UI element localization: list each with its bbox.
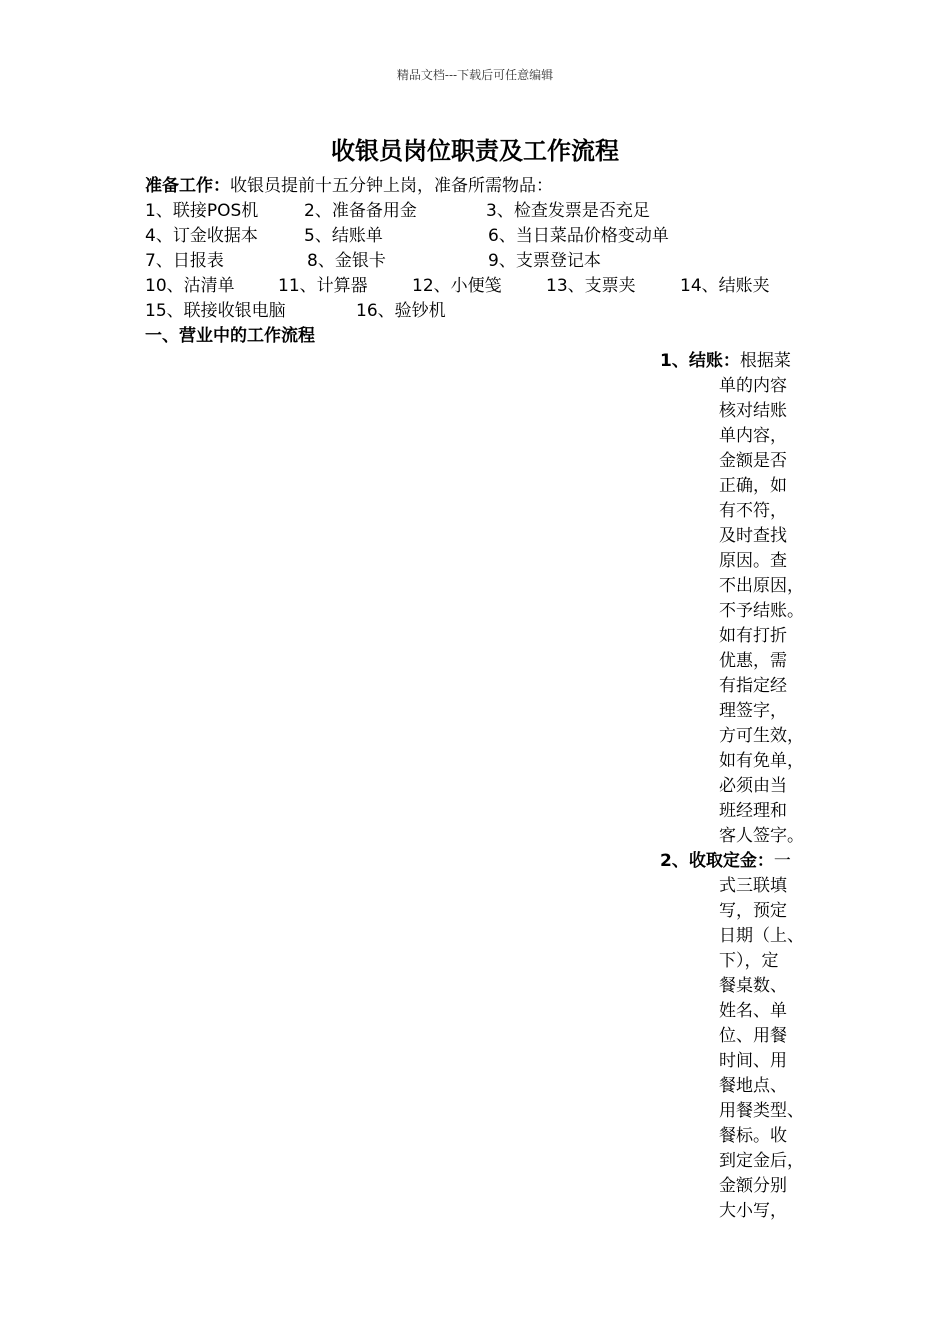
workflow-steps: [660, 349, 820, 1224]
step-text-line: 姓名、单: [719, 1001, 787, 1021]
prep-paragraph: [145, 174, 553, 199]
step-text-line: 餐桌数、: [719, 976, 787, 996]
supply-item: 5、结账单: [304, 226, 383, 246]
step-text-line: 及时查找: [719, 526, 787, 546]
supply-item: 14、结账夹: [680, 276, 770, 296]
step-body: [660, 374, 820, 849]
step-text-line: 下），定: [719, 951, 779, 971]
supply-item: 15、联接收银电脑: [145, 301, 286, 321]
step-text-line: 金额分别: [719, 1176, 787, 1196]
supply-item: 9、支票登记本: [488, 251, 601, 271]
step-text-line: 如有打折: [719, 626, 787, 646]
supply-item: 4、订金收据本: [145, 226, 258, 246]
section-heading: 一、营业中的工作流程: [145, 326, 315, 346]
step-text-line: 金额是否: [719, 451, 787, 471]
step-text-line: 正确，如: [719, 476, 787, 496]
step-text-line: 原因。查: [719, 551, 787, 571]
step-text-line: 有不符，: [719, 501, 787, 521]
step-text-line: 单内容，: [719, 426, 787, 446]
supply-item: 1、联接POS机: [145, 201, 259, 221]
supply-item: 2、准备备用金: [304, 201, 417, 221]
step-text-line: 不予结账。: [719, 601, 804, 621]
step-text-line: 时间、用: [719, 1051, 787, 1071]
step-text-line: 用餐类型、: [719, 1101, 804, 1121]
supplies-row-4: [145, 274, 845, 299]
step-text-line: 位、用餐: [719, 1026, 787, 1046]
step-text-line: 餐地点、: [719, 1076, 787, 1096]
step-text-line: 班经理和: [719, 801, 787, 821]
supply-item: 11、计算器: [278, 276, 368, 296]
step-head: [660, 849, 820, 874]
step-item: [660, 349, 820, 849]
step-text-line: 日期（上、: [719, 926, 804, 946]
step-label: 2、收取定金：: [660, 851, 774, 871]
page-header-note: 精品文档---下载后可任意编辑: [396, 68, 554, 82]
step-label: 1、结账：: [660, 351, 740, 371]
step-item: [660, 849, 820, 1224]
step-head: [660, 349, 820, 374]
supply-item: 13、支票夹: [546, 276, 636, 296]
document-title: 收银员岗位职责及工作流程: [331, 136, 619, 165]
prep-text: 收银员提前十五分钟上岗，准备所需物品：: [230, 176, 553, 196]
supply-item: 3、检查发票是否充足: [486, 201, 650, 221]
supplies-row-2: [145, 224, 845, 249]
supply-item: 8、金银卡: [307, 251, 386, 271]
supplies-row-5: [145, 299, 845, 324]
step-text-first: 一: [773, 851, 791, 871]
step-text-line: 式三联填: [719, 876, 787, 896]
prep-label: 准备工作：: [145, 176, 230, 196]
step-text-line: 餐标。收: [719, 1126, 787, 1146]
supply-item: 6、当日菜品价格变动单: [488, 226, 669, 246]
supplies-row-3: [145, 249, 845, 274]
step-text-line: 大小写，: [719, 1201, 787, 1221]
step-text-line: 理签字，: [719, 701, 787, 721]
supply-item: 7、日报表: [145, 251, 224, 271]
step-text-line: 写，预定: [719, 901, 787, 921]
step-text-line: 方可生效，: [719, 726, 804, 746]
step-text-line: 客人签字。: [719, 826, 804, 846]
step-text-line: 到定金后，: [719, 1151, 804, 1171]
step-text-line: 单的内容: [719, 376, 787, 396]
step-text-line: 不出原因，: [719, 576, 804, 596]
step-text-line: 核对结账: [719, 401, 787, 421]
supplies-row-1: [145, 199, 845, 224]
step-text-line: 必须由当: [719, 776, 787, 796]
step-text-line: 优惠，需: [719, 651, 787, 671]
step-body: [660, 874, 820, 1224]
supply-item: 10、沽清单: [145, 276, 235, 296]
step-text-line: 如有免单，: [719, 751, 804, 771]
step-text-line: 有指定经: [719, 676, 787, 696]
supply-item: 12、小便笺: [412, 276, 502, 296]
supply-item: 16、验钞机: [356, 301, 446, 321]
step-text-first: 根据菜: [739, 351, 791, 371]
